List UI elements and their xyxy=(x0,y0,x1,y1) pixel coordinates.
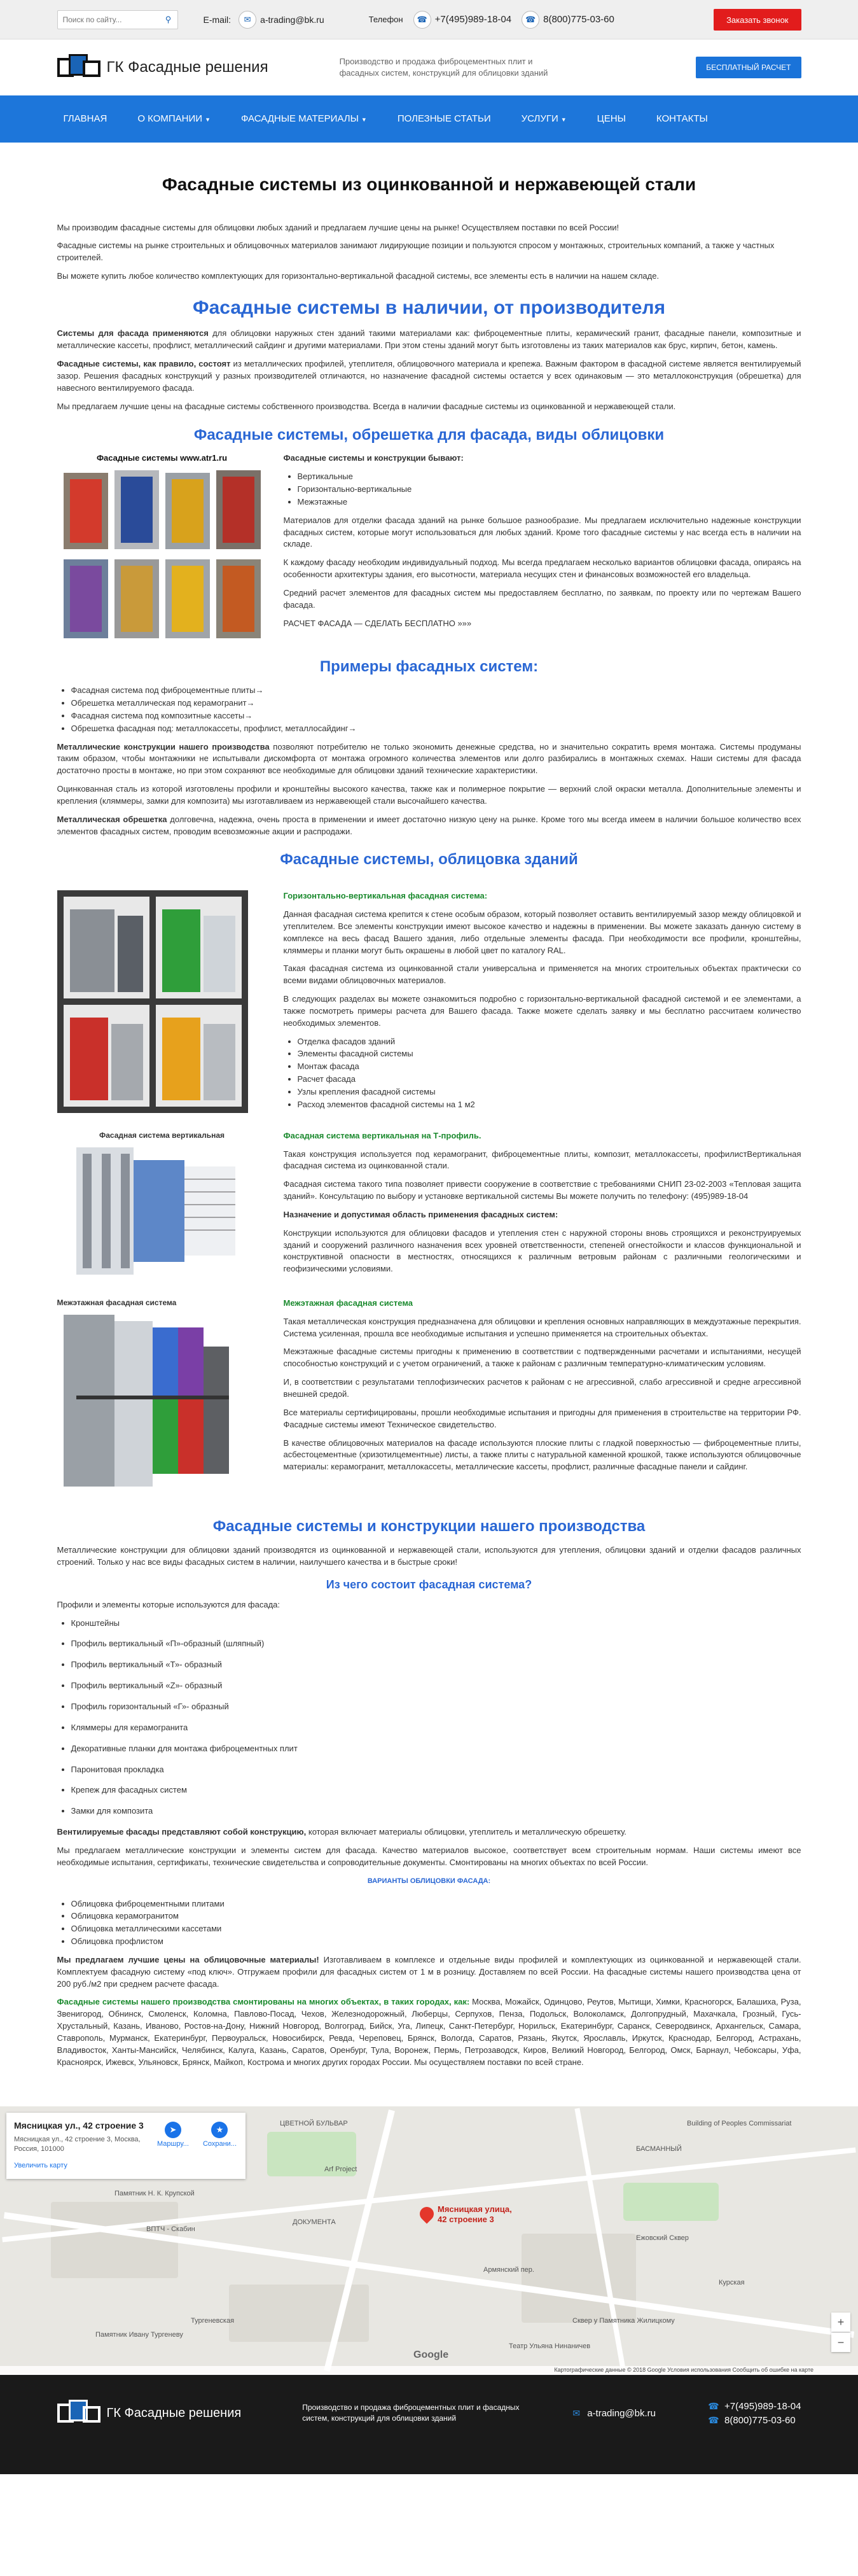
list-item: • Горизонтально-вертикальные xyxy=(298,484,801,496)
list-item-link[interactable]: • Профиль вертикальный «П»-образный (шляпный) xyxy=(71,1638,801,1650)
examples-paragraph xyxy=(57,741,801,778)
list-item-link[interactable]: • Узлы крепления фасадной системы xyxy=(298,1086,801,1098)
hv-system-image xyxy=(57,890,248,1113)
list-item-link[interactable]: • Профиль вертикальный «Т»- образный xyxy=(71,1659,801,1671)
list-item-link[interactable]: • Паронитовая прокладка xyxy=(71,1764,801,1776)
phone-label: Телефон xyxy=(368,14,403,24)
bold-lead: Вентилируемые фасады представляют собой конструкцию, xyxy=(57,1827,307,1837)
paragraph-text: из металлических профилей, утеплителя, облицовочного материала и крепежа. Важным фактором в фасадной системе является вентилируемый зазор. Решения фасадных конструкций у разных производителей отличаются, но назначение фасадной системы остается у всех одинаковым — это металлоконструкция (обрешетка) для навесного вентилируемого фасада. xyxy=(57,359,801,393)
list-item-link[interactable]: • Облицовка керамогранитом xyxy=(71,1910,801,1922)
mz-text xyxy=(284,1298,801,1503)
main-content xyxy=(0,143,858,2375)
nav-item-label: О КОМПАНИИ xyxy=(137,113,203,125)
map-label: Сквер у Памятника Жилицкому xyxy=(572,2317,675,2325)
examples-paragraph: Оцинкованная сталь из которой изготовлены профили и кронштейны высокого качества, также как и полимерное покрытие — верхний слой окраски металла. Дополнительные элементы и крепления (кляммеры, замки для композита) мы изготавливаем из нержавеющей стали высочайшего качества. xyxy=(57,784,801,806)
top-bar xyxy=(0,0,858,39)
intro-paragraph: Фасадные системы на рынке строительных и облицовочных материалов занимают лидирующие позиции и пользуются спросом у монтажных, строительных компаний, а также у частных строителей. xyxy=(57,241,775,263)
map-attribution: Картографические данные © 2018 Google Условия использования Сообщить об ошибке на карте xyxy=(0,2366,858,2375)
map-label: ЦВЕТНОЙ БУЛЬВАР xyxy=(280,2120,348,2128)
facade-illustration-4 xyxy=(57,1298,267,1503)
list-item-link[interactable]: • Отделка фасадов зданий xyxy=(298,1036,801,1048)
green-lead: Фасадные системы нашего производства смонтированы на многих объектах, в таких городах, как: xyxy=(57,1997,470,2007)
vt-paragraph: Фасадная система такого типа позволяет привести сооружение в соответствие с требованиями СНИП 23-02-2003 «Тепловая защита зданий». Консультацию по выбору и установке вертикальной системы Вы можете получить по телефону: (495)989-18-04 xyxy=(283,1179,801,1201)
map-info-card xyxy=(6,2113,246,2179)
phone-icon: ☎ xyxy=(708,2401,719,2412)
nav-item-about[interactable] xyxy=(122,112,226,126)
search-box[interactable] xyxy=(57,10,178,29)
bold-lead: Металлическая обрешетка xyxy=(57,814,167,824)
map-label: ВПТЧ - Скабин xyxy=(146,2225,195,2234)
map-pin-label xyxy=(438,2204,512,2224)
calc-cta-link[interactable]: РАСЧЕТ ФАСАДА — СДЕЛАТЬ БЕСПЛАТНО »»» xyxy=(283,618,472,628)
mz-paragraph: Межэтажные фасадные системы пригодны к применению в соответствии с подтвержденными расчетами и испытаниями, несущей способностью конструкций и с учетом ограничений, а также к районам с различным температурно-климатическим условиям. xyxy=(283,1347,801,1369)
main-nav xyxy=(0,95,858,143)
list-item: • Межэтажные xyxy=(298,496,801,508)
consists-lead: Профили и элементы которые используются для фасада: xyxy=(57,1599,280,1609)
paragraph-text: позволяют потребителю не только экономить денежные средства, но и значительно сократить время монтажа. Системы продуманы таким образом, чтобы монтажники не испытывали дискомфорта от монтажа огромного количества элементов или долго разбирались в монтажных схемах. Наши системы для фасада достаточно просты в монтаже, но при этом сохраняют все необходимые для облицовки зданий технические характеристики. xyxy=(57,741,801,776)
pin-label-line: 42 строение 3 xyxy=(438,2215,494,2225)
hv-paragraph: В следующих разделах вы можете ознакомиться подробно с горизонтально-вертикальной фасадной системой и ее элементами, а также посмотреть примеры расчета для Вашего фасада. Также можете сделать заявку и мы бесплатно рассчитаем количество необходимых элементов. xyxy=(283,994,801,1028)
footer xyxy=(0,2375,858,2474)
top-phone-2[interactable] xyxy=(514,11,614,29)
types-list xyxy=(284,471,801,508)
phone-icon: ☎ xyxy=(522,11,539,29)
bold-lead: Системы для фасада применяются xyxy=(57,328,209,339)
vt-title: Фасадная система вертикальная на Т-профиль. xyxy=(283,1130,481,1140)
map-label: Памятник Н. К. Крупской xyxy=(114,2190,195,2198)
vt-paragraph: Такая конструкция используется под керамогранит, фиброцементные плиты, композит, металлокассеты, профилистВертикальная фасадная система из оцинкованной стали. xyxy=(283,1149,801,1171)
email-icon: ✉ xyxy=(572,2408,581,2419)
illustration-caption: Фасадные системы www.atr1.ru xyxy=(96,453,228,463)
footer-logo-text: ГК Фасадные решения xyxy=(106,2405,242,2420)
phone-number[interactable]: +7(495)989-18-04 xyxy=(724,2400,801,2412)
map-card-title: Мясницкая ул., 42 строение 3 xyxy=(14,2120,144,2131)
mz-paragraph: Все материалы сертифицированы, прошли необходимые испытания и пригодны для применения в строительстве на территории РФ. Фасадные системы имеют Техническое свидетельство. xyxy=(283,1407,801,1429)
list-item-link[interactable]: • Обрешетка металлическая под керамогранит→ xyxy=(71,697,801,710)
paragraph-text: долговечна, надежна, очень проста в применении и имеет достаточно низкую цену на рынке. Кроме того мы всегда имеем в наличии большое количество всех элементов фасадных систем, проводим всевозможные акции и распродажи. xyxy=(57,814,801,836)
facade-illustration-1 xyxy=(57,452,267,643)
types-paragraph: Средний расчет элементов для фасадных систем мы предоставляем бесплатно, по заявкам, по проекту или по чертежам Вашего фасада. xyxy=(283,587,801,610)
vertical-system-image xyxy=(57,1141,248,1281)
save-label: Сохрани... xyxy=(202,2140,237,2148)
map-label: Курская xyxy=(719,2279,745,2287)
footer-phone-1[interactable] xyxy=(707,2399,801,2413)
list-item-link[interactable]: • Крепеж для фасадных систем xyxy=(71,1784,801,1796)
map-block xyxy=(522,2234,636,2323)
best-price-paragraph xyxy=(57,1954,801,1991)
mz-paragraph: В качестве облицовочных материалов на фасаде используются плоские плиты с гладкой поверхностью — фиброцементные плиты, асбестоцементные (хризотилцементные) листы, а также плиты с натуральной каменной крошкой, также используются облицовочные материалы: керамогранит, металлокассеты, металлические кассеты, профлист, различные фасадные панели и сайдинг. xyxy=(283,1438,801,1472)
heading-examples: Примеры фасадных систем: xyxy=(319,658,539,676)
production-paragraph: Металлические конструкции для облицовки зданий производятся из оцинкованной и нержавеющей стали, используются для утепления, облицовки зданий и отделки фасадов различных строений. Только у нас все виды фасадных систем в наличии, наилучшего качества и в быстрые сроки! xyxy=(57,1544,801,1567)
google-logo: Google xyxy=(413,2349,449,2361)
caret-down-icon: ▼ xyxy=(205,116,211,123)
mz-title: Межэтажная фасадная система xyxy=(283,1298,413,1308)
paragraph-text: Изготавливаем в комплексе и отдельные виды профилей и комплектующих из оцинкованной и нержавеющей стали. Комплектуем фасадную систему «под ключ». Отгружаем профили для фасадных систем от 1 м в розницу. Доставляем по всей России. На фасадные системы нашего производства цена от 200 руб./м2 при среднем расчете фасада. xyxy=(57,1954,801,1989)
list-item-link[interactable]: • Профиль вертикальный «Z»- образный xyxy=(71,1680,801,1692)
map-label: Армянский пер. xyxy=(483,2266,534,2274)
nav-item-label: ФАСАДНЫЕ МАТЕРИАЛЫ xyxy=(240,113,359,125)
heading-production: Фасадные системы и конструкции нашего производства xyxy=(212,1518,646,1536)
map-label: ДОКУМЕНТА xyxy=(293,2218,336,2227)
pin-label-line: Мясницкая улица, xyxy=(438,2204,512,2215)
caret-down-icon: ▼ xyxy=(560,116,567,123)
page-title: Фасадные системы из оцинкованной и нержавеющей стали xyxy=(162,174,696,194)
search-icon[interactable]: ⚲ xyxy=(165,14,172,24)
phone-icon: ☎ xyxy=(413,11,431,29)
types-text xyxy=(284,452,801,643)
bold-lead: Фасадные системы, как правило, состоят xyxy=(57,359,231,369)
facade-illustration-3 xyxy=(57,1130,267,1285)
map-label: БАСМАННЫЙ xyxy=(636,2145,682,2153)
hv-text xyxy=(284,890,801,1117)
map-park xyxy=(623,2183,719,2221)
hv-row xyxy=(57,890,801,1117)
stock-paragraph xyxy=(57,328,801,352)
email-icon: ✉ xyxy=(239,11,256,29)
vt-paragraph: Конструкции используются для облицовки фасадов и утепления стен с наружной стороны вновь строящихся и реконструируемых зданий и сооружений различного назначения всех уровней ответственности, степеней огнестойкости и классов функциональной и конструктивной опасности в местностях, относящихся к различным ветровым районам с различными геологическими и геофизическими условиями. xyxy=(283,1228,801,1274)
footer-email[interactable] xyxy=(569,2406,656,2420)
illustration-caption: Межэтажная фасадная система xyxy=(57,1298,177,1307)
phone-icon: ☎ xyxy=(708,2415,719,2426)
heading-cladding: Фасадные системы, облицовка зданий xyxy=(280,851,578,869)
footer-email-link[interactable]: a-trading@bk.ru xyxy=(587,2407,656,2419)
list-item-link[interactable]: • Замки для композита xyxy=(71,1805,801,1817)
examples-list xyxy=(57,685,801,734)
list-item: • Вертикальные xyxy=(298,471,801,483)
heading-consists: Из чего состоит фасадная система? xyxy=(326,1578,532,1591)
list-item-link[interactable]: • Профиль горизонтальный «Г»- образный xyxy=(71,1701,801,1713)
list-item-link[interactable]: • Расход элементов фасадной системы на 1 м2 xyxy=(298,1099,801,1111)
nav-item-services[interactable] xyxy=(506,112,582,126)
map-label: Тургеневская xyxy=(191,2317,235,2325)
map-label: Театр Ульяна Нинаничев xyxy=(509,2342,591,2351)
types-paragraph: К каждому фасаду необходим индивидуальный подход. Мы всегда предлагаем несколько вариантов облицовки фасада, опираясь на особенности архитектуры здания, его высотности, материала несущих стен и финансовых возможностей его владельца. xyxy=(283,557,801,580)
vt-subtitle: Назначение и допустимая область применения фасадных систем: xyxy=(283,1209,558,1219)
facade-illustration-2 xyxy=(57,890,267,1117)
star-icon: ★ xyxy=(211,2122,228,2138)
list-item-link[interactable]: • Декоративные планки для монтажа фиброцементных плит xyxy=(71,1743,801,1755)
hv-paragraph: Такая фасадная система из оцинкованной стали универсальна и применяется на многих строительных объектах практически со всеми видами облицовочных материалов. xyxy=(283,963,801,986)
nav-item-contacts[interactable]: КОНТАКТЫ xyxy=(656,113,708,125)
hv-list xyxy=(284,1036,801,1111)
mz-paragraph: Такая металлическая конструкция предназначена для облицовки и крепления основных направляющих в междуэтажные перекрытия. Система усиленная, прошла все необходимые испытания и успешно применяется на строительных объектах. xyxy=(283,1316,801,1338)
mz-row xyxy=(57,1298,801,1503)
nav-item-label: УСЛУГИ xyxy=(521,113,558,125)
list-item-link[interactable]: • Расчет фасада xyxy=(298,1074,801,1086)
header xyxy=(0,39,858,95)
route-button[interactable] xyxy=(157,2122,189,2150)
list-item-link[interactable]: • Облицовка металлическими кассетами xyxy=(71,1923,801,1935)
facade-panels-image xyxy=(57,466,267,642)
heading-variants: ВАРИАНТЫ ОБЛИЦОВКИ ФАСАДА: xyxy=(367,1877,491,1885)
list-item-link[interactable]: • Монтаж фасада xyxy=(298,1061,801,1073)
list-item-link[interactable]: • Облицовка фиброцементными плитами xyxy=(71,1898,801,1910)
bold-lead: Мы предлагаем лучшие цены на облицовочные материалы! xyxy=(57,1954,319,1964)
email-label: E-mail: xyxy=(203,14,232,25)
logo[interactable] xyxy=(57,52,268,83)
map-card-address: Мясницкая ул., 42 строение 3, Москва, Россия, 101000 xyxy=(14,2135,141,2153)
consists-list xyxy=(57,1618,801,1817)
footer-phone-2[interactable] xyxy=(707,2413,801,2427)
list-item-link[interactable]: • Фасадная система под фиброцементные плиты→ xyxy=(71,685,801,697)
vt-text xyxy=(284,1130,801,1285)
top-phone-1[interactable] xyxy=(406,11,512,29)
footer-description: Производство и продажа фиброцементных плит и фасадных систем, конструкций для облицовки зданий xyxy=(302,2403,520,2423)
interfloor-system-image xyxy=(57,1308,248,1499)
map-label: Памятник Ивану Тургеневу xyxy=(95,2331,183,2339)
list-item-link[interactable]: • Фасадная система под композитные кассеты→ xyxy=(71,710,801,722)
hv-title: Горизонтально-вертикальная фасадная система: xyxy=(283,891,488,901)
free-calc-button[interactable]: БЕСПЛАТНЫЙ РАСЧЕТ xyxy=(696,57,801,78)
logo-text: ГК Фасадные решения xyxy=(106,58,268,76)
stock-paragraph xyxy=(57,358,801,395)
phone-number-1[interactable]: +7(495)989-18-04 xyxy=(434,14,512,25)
variants-list xyxy=(57,1898,801,1948)
header-description: Производство и продажа фиброцементных плит и фасадных систем, конструкций для облицовки зданий xyxy=(339,56,548,78)
intro-paragraph: Мы производим фасадные системы для облицовки любых зданий и предлагаем лучшие цены на рынке! Осуществляем поставки по всей России! xyxy=(57,222,619,232)
zoom-in-button[interactable]: + xyxy=(831,2313,850,2332)
phone-number[interactable]: 8(800)775-03-60 xyxy=(724,2414,796,2426)
map-label: Ежовский Сквер xyxy=(636,2234,689,2243)
illustration-caption: Фасадная система вертикальная xyxy=(99,1130,225,1140)
map-card-actions xyxy=(157,2122,237,2150)
paragraph-text: Москва, Можайск, Одинцово, Реутов, Мытищи, Химки, Красногорск, Балашиха, Руза, Звенигород, Обнинск, Смоленск, Коломна, Павлово-Посад, Чехов, Железнодорожный, Люберцы, Серпухов, Пенза, Подольск, Волоколамск, Долгопрудный, Махачкала, Грозный, Гусь-Хрустальный, Казань, Иваново, Ростов-на-Дону, Нижний Новгород, Волгоград, Бийск, Уга, Липецк, Санкт-Петербург, Норильск, Екатеринбург, Саранск, Северодвинск, Архангельск, Самара, Ставрополь, Мурманск, Екатеринбург, Первоуральск, Новосибирск, Ревда, Череповец, Брянск, Вологда, Саратов, Рязань, Якутск, Ярославль, Иркутск, Краснодар, Белгород, Астрахань, Владивосток, Ханты-Мансийск, Челябинск, Калуга, Казань, Саратов, Оренбург, Тула, Воронеж, Пермь, Петрозаводск, Киров, Великий Новгород, Белгород, Омск, Барнаул, Чебоксары, Уфа, Красноярск, Ижевск, Ульяновск, Брянск, Майкоп, Кострома и многих других городах России. Мы осуществляем поставки по всей стране. xyxy=(57,1997,801,2067)
phone-number-2[interactable]: 8(800)775-03-60 xyxy=(543,14,614,25)
google-map[interactable] xyxy=(0,2106,858,2375)
bold-lead: Металлические конструкции нашего производства xyxy=(57,741,270,752)
email-link[interactable]: a-trading@bk.ru xyxy=(260,14,324,25)
intro-paragraph: Вы можете купить любое количество комплектующих для горизонтально-вертикальной фасадной системы, все элементы есть в наличии на нашем складе. xyxy=(57,271,660,281)
vent-paragraph: Мы предлагаем металлические конструкции и элементы систем для фасада. Качество материалов высокое, соответствует всем строительным нормам. Наши системы имеют все необходимые испытания, сертификаты, технические свидетельства и сопроводительные документы. Смонтированы на многих объектах по всей России. xyxy=(57,1845,801,1867)
types-row xyxy=(57,452,801,643)
zoom-out-button[interactable]: − xyxy=(831,2333,850,2352)
vt-row xyxy=(57,1130,801,1285)
types-paragraph: Материалов для отделки фасада зданий на рынке большое разнообразие. Мы предлагаем исключительно надежные конструкции фасадных систем, которые могут использоваться для любых зданий. Кроме того фасадные системы у нас всегда есть в наличии на складе. xyxy=(283,515,801,549)
caret-down-icon: ▼ xyxy=(361,116,367,123)
top-email xyxy=(204,11,324,29)
map-label: Building of Peoples Commissariat xyxy=(687,2120,792,2128)
hv-paragraph: Данная фасадная система крепится к стене особым образом, который позволяет оставить вентилируемый зазор между облицовкой и утеплителем. Все элементы конструкции имеют высокое качество и надежны в применении. Вы можете заказать данную систему в комплексе на весь фасад Вашего здания, либо отдельные элементы фасада. При необходимости все профили, кронштейны, кляммеры и планки могут быть окрашены в любой цвет по каталогу RAL. xyxy=(283,909,801,955)
list-item-link[interactable]: • Обрешетка фасадная под: металлокассеты, профлист, металлосайдинг→ xyxy=(71,723,801,735)
nav-item-articles[interactable]: ПОЛЕЗНЫЕ СТАТЬИ xyxy=(397,113,491,125)
save-place-button[interactable] xyxy=(203,2122,237,2150)
heading-stock: Фасадные системы в наличии, от производителя xyxy=(193,297,665,318)
route-icon: ➤ xyxy=(165,2122,181,2138)
order-call-button[interactable]: Заказать звонок xyxy=(714,9,801,31)
mz-paragraph: И, в соответствии с результатами теплофизических расчетов к районам с не агрессивной, слабо агрессивной и средне агрессивной внешней средой. xyxy=(283,1377,801,1399)
map-label: Arf Project xyxy=(324,2166,357,2174)
list-item-link[interactable]: • Элементы фасадной системы xyxy=(298,1048,801,1060)
list-item-link[interactable]: • Облицовка профлистом xyxy=(71,1936,801,1948)
footer-logo[interactable] xyxy=(57,2397,242,2429)
paragraph-text: для облицовки наружных стен зданий такими материалами как: фиброцементные плиты, керамический гранит, фасадные панели, композитные и металлические кассеты, профлист, металлический сайдинг и другими материалами. При этом стены зданий могут быть изготовлены из таких материалов как брус, кирпич, бетон, камень. xyxy=(57,328,801,351)
map-pin-icon[interactable] xyxy=(417,2204,436,2224)
types-lead: Фасадные системы и конструкции бывают: xyxy=(283,453,464,463)
list-item-link[interactable]: • Кронштейны xyxy=(71,1618,801,1630)
stock-paragraph: Мы предлагаем лучшие цены на фасадные системы собственного производства. Всегда в наличии фасадные системы из оцинкованной и нержавеющей стали. xyxy=(57,401,676,411)
search-input[interactable] xyxy=(58,15,160,24)
nav-item-materials[interactable] xyxy=(226,112,382,126)
route-label: Маршру... xyxy=(157,2140,189,2148)
logo-mark-icon xyxy=(57,52,104,83)
enlarge-map-link[interactable]: Увеличить карту xyxy=(14,2162,67,2170)
list-item-link[interactable]: • Кляммеры для керамогранита xyxy=(71,1722,801,1734)
nav-item-home[interactable]: ГЛАВНАЯ xyxy=(63,113,107,125)
cities-paragraph xyxy=(57,1996,801,2068)
nav-item-prices[interactable]: ЦЕНЫ xyxy=(597,113,626,125)
examples-paragraph xyxy=(57,814,801,838)
heading-types: Фасадные системы, обрешетка для фасада, виды облицовки xyxy=(193,426,665,444)
vent-paragraph xyxy=(57,1826,801,1838)
logo-mark-icon xyxy=(57,2397,104,2429)
paragraph-text: которая включает материалы облицовки, утеплитель и металлическую обрешетку. xyxy=(306,1827,626,1837)
footer-phones xyxy=(707,2399,801,2427)
